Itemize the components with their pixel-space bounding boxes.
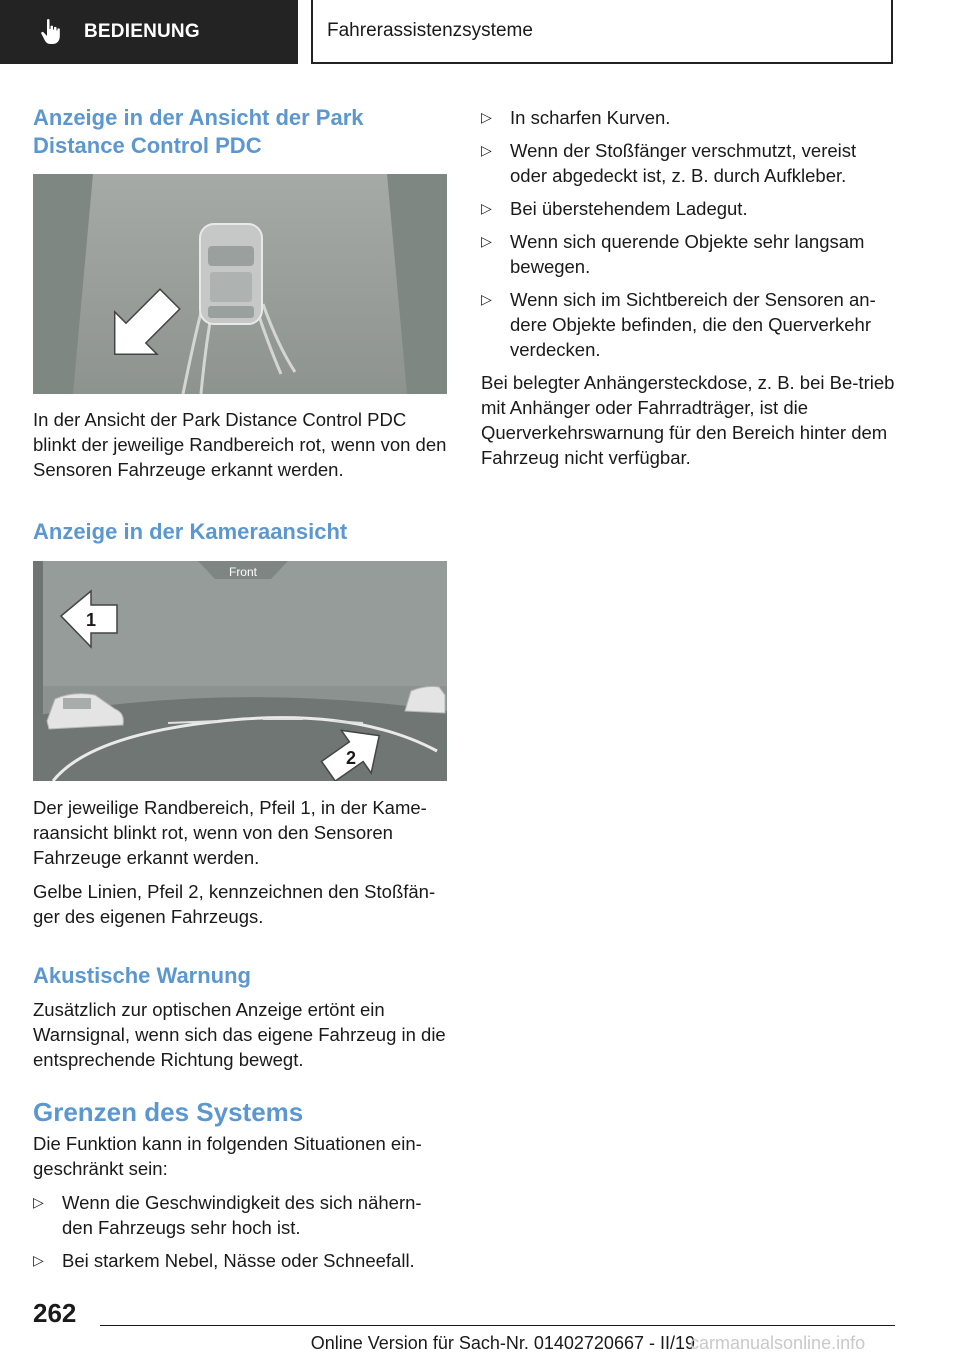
section-tab xyxy=(0,0,298,64)
chapter-label: Fahrerassistenzsysteme xyxy=(327,20,533,41)
list-item-text: Bei überstehendem Ladegut. xyxy=(510,198,748,219)
heading-pdc: Anzeige in der Ansicht der Park Distance Control PDC xyxy=(33,105,364,158)
camera-text-block xyxy=(33,795,447,929)
camera-text-2: Gelbe Linien, Pfeil 2, kennzeichnen den Stoßfän-ger des eigenen Fahrzeugs. xyxy=(33,881,436,927)
heading-camera: Anzeige in der Kameraansicht xyxy=(33,519,348,544)
list-item-text: Wenn sich querende Objekte sehr langsam bewegen. xyxy=(510,231,865,277)
arrow-1-label: 1 xyxy=(85,610,97,630)
triangle-right-icon: ▷ xyxy=(481,233,492,249)
list-item xyxy=(481,138,895,188)
pdc-text: In der Ansicht der Park Distance Control PDC blinkt der jeweilige Randbereich rot, wenn von den Sensoren Fahrzeuge erkannt werden. xyxy=(33,409,447,480)
limits-text: Die Funktion kann in folgenden Situationen ein-geschränkt sein: xyxy=(33,1133,422,1179)
page-number: 262 xyxy=(33,1298,77,1328)
list-item-text: Wenn die Geschwindigkeit des sich nähern-den Fahrzeugs sehr hoch ist. xyxy=(62,1192,422,1238)
list-item-text: Bei starkem Nebel, Nässe oder Schneefall. xyxy=(62,1250,415,1271)
footer-divider xyxy=(100,1325,895,1326)
pdc-figure-graphic xyxy=(33,174,447,394)
list-item xyxy=(33,1248,447,1273)
triangle-right-icon: ▷ xyxy=(481,109,492,125)
list-item xyxy=(481,287,895,362)
hand-pointer-icon xyxy=(40,17,70,47)
camera-text-1: Der jeweilige Randbereich, Pfeil 1, in der Kame-raansicht blinkt rot, wenn von den Sensoren Fahrzeuge erkannt werden. xyxy=(33,797,427,868)
list-item-text: In scharfen Kurven. xyxy=(510,107,671,128)
list-item xyxy=(481,105,895,130)
car-right-icon xyxy=(405,687,445,714)
triangle-right-icon: ▷ xyxy=(481,142,492,158)
acoustic-text: Zusätzlich zur optischen Anzeige ertönt ein Warnsignal, wenn sich das eigene Fahrzeug in die entsprechende Richtung bewegt. xyxy=(33,999,446,1070)
list-item-text: Wenn sich im Sichtbereich der Sensoren an-dere Objekte befinden, die den Querverkehr verdecken. xyxy=(510,289,876,360)
triangle-right-icon: ▷ xyxy=(33,1252,44,1268)
section-label: BEDIENUNG xyxy=(84,21,200,42)
camera-figure xyxy=(33,561,447,781)
limits-block xyxy=(33,1096,447,1273)
watermark: carmanualsonline.info xyxy=(690,1333,866,1353)
heading-camera-block xyxy=(33,518,447,546)
triangle-right-icon: ▷ xyxy=(481,291,492,307)
list-item-text: Wenn der Stoßfänger verschmutzt, vereist oder abgedeckt ist, z. B. durch Aufkleber. xyxy=(510,140,857,186)
camera-figure-graphic xyxy=(33,561,447,781)
heading-limits: Grenzen des Systems xyxy=(33,1097,304,1127)
triangle-right-icon: ▷ xyxy=(33,1194,44,1210)
chapter-tab xyxy=(311,0,893,64)
version-text: Online Version für Sach-Nr. 01402720667 - II/19 xyxy=(310,1333,695,1353)
front-label: Front xyxy=(228,565,258,579)
heading-pdc-block xyxy=(33,104,433,160)
triangle-right-icon: ▷ xyxy=(481,200,492,216)
list-item xyxy=(481,196,895,221)
arrow-2-label: 2 xyxy=(345,748,357,768)
list-item xyxy=(481,229,895,279)
pdc-figure xyxy=(33,174,447,394)
acoustic-block xyxy=(33,962,447,1072)
right-column xyxy=(481,105,895,470)
heading-acoustic: Akustische Warnung xyxy=(33,963,251,988)
car-top-icon xyxy=(200,224,262,324)
trailer-text: Bei belegter Anhängersteckdose, z. B. bei Be-trieb mit Anhänger oder Fahrradträger, ist die Querverkehrswarnung für den Bereich hinter dem Fahrzeug nicht verfügbar. xyxy=(481,372,895,468)
list-item xyxy=(33,1190,447,1240)
pdc-text-block xyxy=(33,407,447,482)
